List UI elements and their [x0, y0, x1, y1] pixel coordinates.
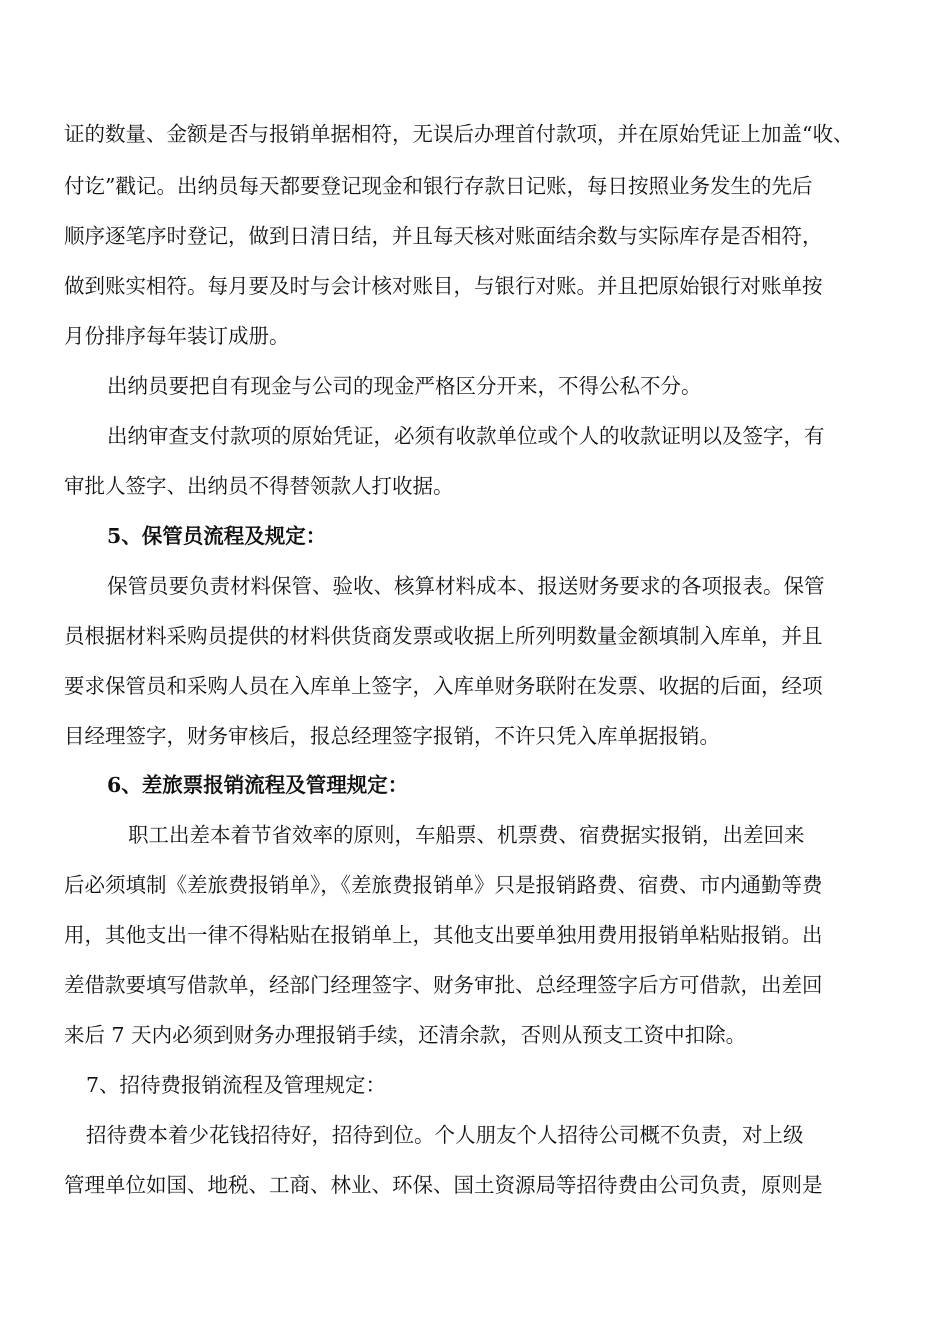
- paragraph-line: 管理单位如国、地税、工商、林业、环保、国土资源局等招待费由公司负责，原则是: [64, 1173, 823, 1197]
- paragraph-line: 月份排序每年装订成册。: [64, 324, 290, 348]
- paragraph-line: 目经理签字，财务审核后，报总经理签字报销，不许只凭入库单据报销。: [64, 724, 720, 748]
- paragraph-line: 来后 7 天内必须到财务办理报销手续，还清余款，否则从预支工资中扣除。: [64, 1023, 747, 1047]
- paragraph-line: 要求保管员和采购人员在入库单上签字，入库单财务联附在发票、收据的后面，经项: [64, 674, 823, 698]
- paragraph-line: 证的数量、金额是否与报销单据相符，无误后办理首付款项，并在原始凭证上加盖“收、: [64, 122, 854, 146]
- paragraph-line: 付讫”戳记。出纳员每天都要登记现金和银行存款日记账，每日按照业务发生的先后: [64, 174, 813, 198]
- section-heading: 5、保管员流程及规定：: [107, 524, 327, 548]
- paragraph-line: 审批人签字、出纳员不得替领款人打收据。: [64, 474, 454, 498]
- section-heading: 7、招待费报销流程及管理规定：: [86, 1073, 387, 1097]
- paragraph-line: 招待费本着少花钱招待好，招待到位。个人朋友个人招待公司概不负责，对上级: [86, 1123, 804, 1147]
- paragraph-line: 做到账实相符。每月要及时与会计核对账目，与银行对账。并且把原始银行对账单按: [64, 274, 823, 298]
- paragraph-line: 后必须填制《差旅费报销单》，《差旅费报销单》只是报销路费、宿费、市内通勤等费: [64, 873, 823, 897]
- paragraph-line: 顺序逐笔序时登记，做到日清日结，并且每天核对账面结余数与实际库存是否相符，: [64, 224, 823, 248]
- paragraph-line: 用，其他支出一律不得粘贴在报销单上，其他支出要单独用费用报销单粘贴报销。出: [64, 923, 823, 947]
- paragraph-line: 保管员要负责材料保管、验收、核算材料成本、报送财务要求的各项报表。保管: [107, 574, 825, 598]
- paragraph-line: 出纳员要把自有现金与公司的现金严格区分开来，不得公私不分。: [107, 374, 702, 398]
- paragraph-line: 差借款要填写借款单，经部门经理签字、财务审批、总经理签字后方可借款，出差回: [64, 973, 823, 997]
- paragraph-line: 职工出差本着节省效率的原则，车船票、机票费、宿费据实报销，出差回来: [128, 823, 805, 847]
- paragraph-line: 出纳审查支付款项的原始凭证，必须有收款单位或个人的收款证明以及签字，有: [107, 424, 825, 448]
- section-heading: 6、差旅票报销流程及管理规定：: [107, 773, 409, 797]
- paragraph-line: 员根据材料采购员提供的材料供货商发票或收据上所列明数量金额填制入库单，并且: [64, 624, 823, 648]
